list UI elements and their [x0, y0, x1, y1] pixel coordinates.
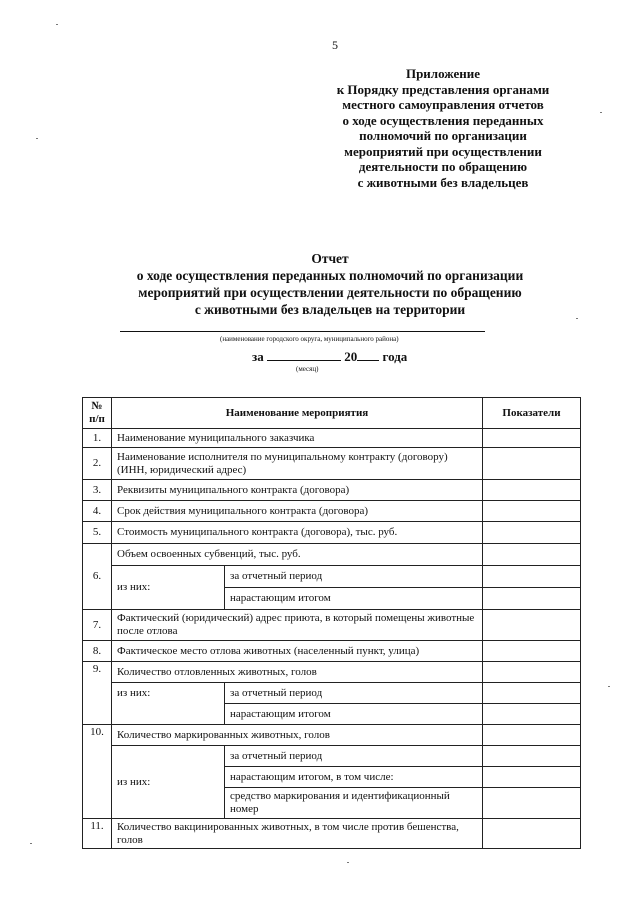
scan-speck [347, 862, 349, 863]
appendix-line: полномочий по организации [359, 128, 527, 143]
indicator-cell [483, 683, 581, 704]
sub-item: нарастающим итогом [225, 588, 483, 610]
header-name: Наименование мероприятия [112, 398, 483, 429]
table-row [83, 725, 581, 746]
indicator-cell [483, 704, 581, 725]
row-label: Количество отловленных животных, голов [112, 662, 483, 683]
row-label: Объем освоенных субвенций, тыс. руб. [112, 544, 483, 566]
row-label: Количество маркированных животных, голов [112, 725, 483, 746]
report-title-line: с животными без владельцев на территории [194, 302, 466, 317]
row-number: 4. [83, 501, 112, 522]
row-label: Фактическое место отлова животных (населенный пункт, улица) [112, 641, 483, 662]
report-title-line: мероприятий при осуществлении деятельности по обращению [138, 285, 522, 300]
table-header-row [83, 398, 581, 429]
indicator-cell [483, 566, 581, 588]
appendix-line: деятельности по обращению [358, 159, 528, 174]
sub-item: средство маркирования и идентификационный номер [225, 788, 483, 819]
indicator-cell [483, 662, 581, 683]
appendix-line: местного самоуправления отчетов [342, 97, 544, 112]
row-number: 7. [83, 610, 112, 641]
row-label: Наименование исполнителя по муниципальному контракту (договору) (ИНН, юридический адрес) [112, 448, 483, 480]
report-title-line: Отчет [311, 251, 349, 266]
scan-speck [30, 843, 32, 844]
table-row [83, 429, 581, 448]
indicator-cell [483, 522, 581, 544]
table-subrow [83, 746, 581, 767]
sub-item: нарастающим итогом, в том числе: [225, 767, 483, 788]
table-row [83, 610, 581, 641]
header-indicators: Показатели [483, 398, 581, 429]
month-blank [267, 348, 341, 361]
table-subrow [83, 566, 581, 588]
sub-label: из них: [112, 746, 225, 819]
territory-fill-line [120, 331, 485, 332]
indicator-cell [483, 788, 581, 819]
table-subrow [83, 683, 581, 704]
indicator-cell [483, 588, 581, 610]
appendix-line: с животными без владельцев [357, 174, 529, 190]
indicator-cell [483, 448, 581, 480]
header-number: № п/п [83, 398, 112, 429]
table-row [83, 448, 581, 480]
appendix-line: Приложение [405, 66, 481, 81]
sub-item: за отчетный период [225, 566, 483, 588]
scan-speck [600, 112, 602, 113]
period-suffix: года [382, 349, 408, 364]
appendix-line: мероприятий при осуществлении [344, 143, 542, 159]
report-period [252, 348, 407, 365]
report-title [60, 250, 600, 318]
appendix-heading [318, 66, 568, 190]
period-prefix: за [252, 349, 264, 364]
table-row [83, 544, 581, 566]
scan-speck [36, 138, 38, 139]
indicator-cell [483, 501, 581, 522]
sub-label: из них: [112, 683, 225, 725]
year-blank [357, 348, 379, 361]
table-row [83, 819, 581, 849]
row-number: 9. [83, 662, 112, 725]
row-number: 8. [83, 641, 112, 662]
row-number: 3. [83, 480, 112, 501]
row-label: Количество вакцинированных животных, в том числе против бешенства, голов [112, 819, 483, 849]
row-number: 5. [83, 522, 112, 544]
territory-caption: (наименование городского округа, муниципального района) [220, 335, 399, 343]
sub-label: из них: [112, 566, 225, 610]
scan-speck [576, 318, 578, 319]
row-number: 10. [83, 725, 112, 819]
sub-item: за отчетный период [225, 683, 483, 704]
indicator-cell [483, 819, 581, 849]
sub-item: нарастающим итогом [225, 704, 483, 725]
row-label: Стоимость муниципального контракта (договора), тыс. руб. [112, 522, 483, 544]
appendix-line: к Порядку представления органами [336, 81, 550, 97]
sub-item: за отчетный период [225, 746, 483, 767]
row-label: Срок действия муниципального контракта (договора) [112, 501, 483, 522]
row-label: Фактический (юридический) адрес приюта, в который помещены животные после отлова [112, 610, 483, 641]
indicator-cell [483, 767, 581, 788]
row-number: 1. [83, 429, 112, 448]
row-number: 2. [83, 448, 112, 480]
indicator-cell [483, 641, 581, 662]
table-row [83, 662, 581, 683]
table-row [83, 641, 581, 662]
table-row [83, 522, 581, 544]
indicator-cell [483, 725, 581, 746]
indicator-cell [483, 610, 581, 641]
month-caption: (месяц) [296, 365, 319, 373]
row-number: 6. [83, 544, 112, 610]
indicator-cell [483, 429, 581, 448]
table-row [83, 480, 581, 501]
row-number: 11. [83, 819, 112, 849]
page-number: 5 [332, 38, 338, 52]
scan-speck [56, 24, 58, 25]
row-label: Наименование муниципального заказчика [112, 429, 483, 448]
table-row [83, 501, 581, 522]
year-prefix: 20 [344, 349, 358, 364]
row-label: Реквизиты муниципального контракта (договора) [112, 480, 483, 501]
indicator-cell [483, 480, 581, 501]
report-title-line: о ходе осуществления переданных полномочий по организации [136, 268, 524, 283]
appendix-line: о ходе осуществления переданных [342, 112, 544, 128]
scan-speck [608, 686, 610, 687]
indicator-cell [483, 544, 581, 566]
indicator-cell [483, 746, 581, 767]
report-table [82, 397, 581, 849]
